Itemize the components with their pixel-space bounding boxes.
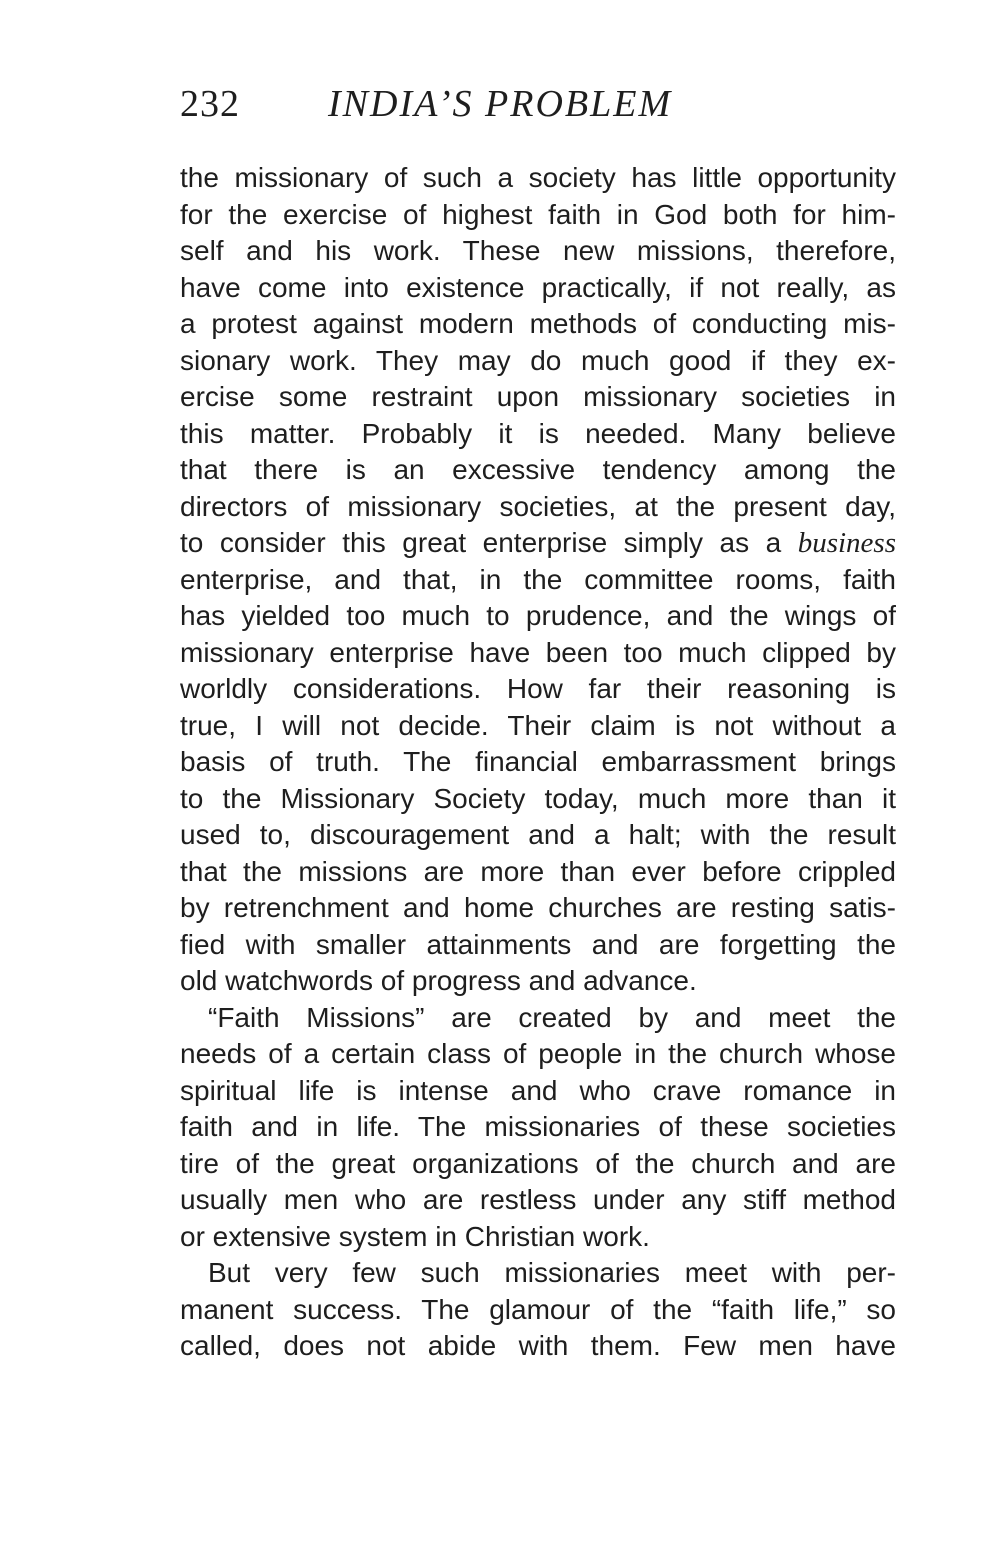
- text-line: self and his work. These new missions, therefore,: [180, 235, 896, 266]
- text-line: to the Missionary Society today, much more than it: [180, 782, 896, 814]
- text-line-roman: to consider this great enterprise simply as a: [180, 527, 798, 558]
- text-line: has yielded too much to prudence, and the wings of: [180, 600, 896, 631]
- text-line: ercise some restraint upon missionary societies in: [180, 381, 896, 412]
- text-line: this matter. Probably it is needed. Many believe: [180, 417, 896, 449]
- text-line: old watchwords of progress and advance.: [180, 965, 697, 996]
- text-line: fied with smaller attainments and are forgetting the: [180, 928, 896, 960]
- text-line: But very few such missionaries meet with per-: [208, 1257, 896, 1288]
- text-line: [180, 525, 896, 562]
- text-line: called, does not abide with them. Few men have: [180, 1330, 896, 1361]
- text-line: true, I will not decide. Their claim is not without a: [180, 709, 896, 741]
- text-line: usually men who are restless under any stiff method: [180, 1184, 896, 1215]
- text-line: a protest against modern methods of conducting mis-: [180, 308, 896, 339]
- text-line: manent success. The glamour of the “faith life,” so: [180, 1293, 896, 1325]
- text-line: enterprise, and that, in the committee rooms, faith: [180, 563, 896, 595]
- text-line: that there is an excessive tendency among the: [180, 454, 896, 485]
- text-line: used to, discouragement and a halt; with the result: [180, 819, 896, 850]
- running-head: [180, 82, 900, 132]
- page-number: 232: [180, 83, 240, 125]
- italic-word: business: [797, 527, 896, 559]
- text-line: by retrenchment and home churches are resting satis-: [180, 892, 896, 923]
- running-title: INDIA’S PROBLEM: [328, 83, 673, 125]
- body-text: [180, 160, 896, 1365]
- text-line: worldly considerations. How far their reasoning is: [180, 673, 896, 704]
- paragraph: [180, 1255, 896, 1365]
- text-line: missionary enterprise have been too much clipped by: [180, 636, 896, 668]
- text-line: faith and in life. The missionaries of these societies: [180, 1111, 896, 1142]
- text-line: that the missions are more than ever before crippled: [180, 855, 896, 887]
- text-line: tire of the great organizations of the church and are: [180, 1147, 896, 1179]
- text-line: basis of truth. The financial embarrassment brings: [180, 746, 896, 777]
- text-line: needs of a certain class of people in the church whose: [180, 1038, 896, 1069]
- text-line: “Faith Missions” are created by and meet the: [208, 1001, 896, 1033]
- text-line: have come into existence practically, if not really, as: [180, 271, 896, 303]
- text-line: sionary work. They may do much good if they ex-: [180, 344, 896, 376]
- text-line: or extensive system in Christian work.: [180, 1220, 650, 1252]
- paragraph: [180, 160, 896, 1000]
- paragraph: [180, 1000, 896, 1256]
- text-line: for the exercise of highest faith in God both for him-: [180, 198, 896, 230]
- text-line: directors of missionary societies, at the present day,: [180, 490, 896, 522]
- text-line: the missionary of such a society has little opportunity: [180, 162, 896, 193]
- text-line: spiritual life is intense and who crave romance in: [180, 1074, 896, 1106]
